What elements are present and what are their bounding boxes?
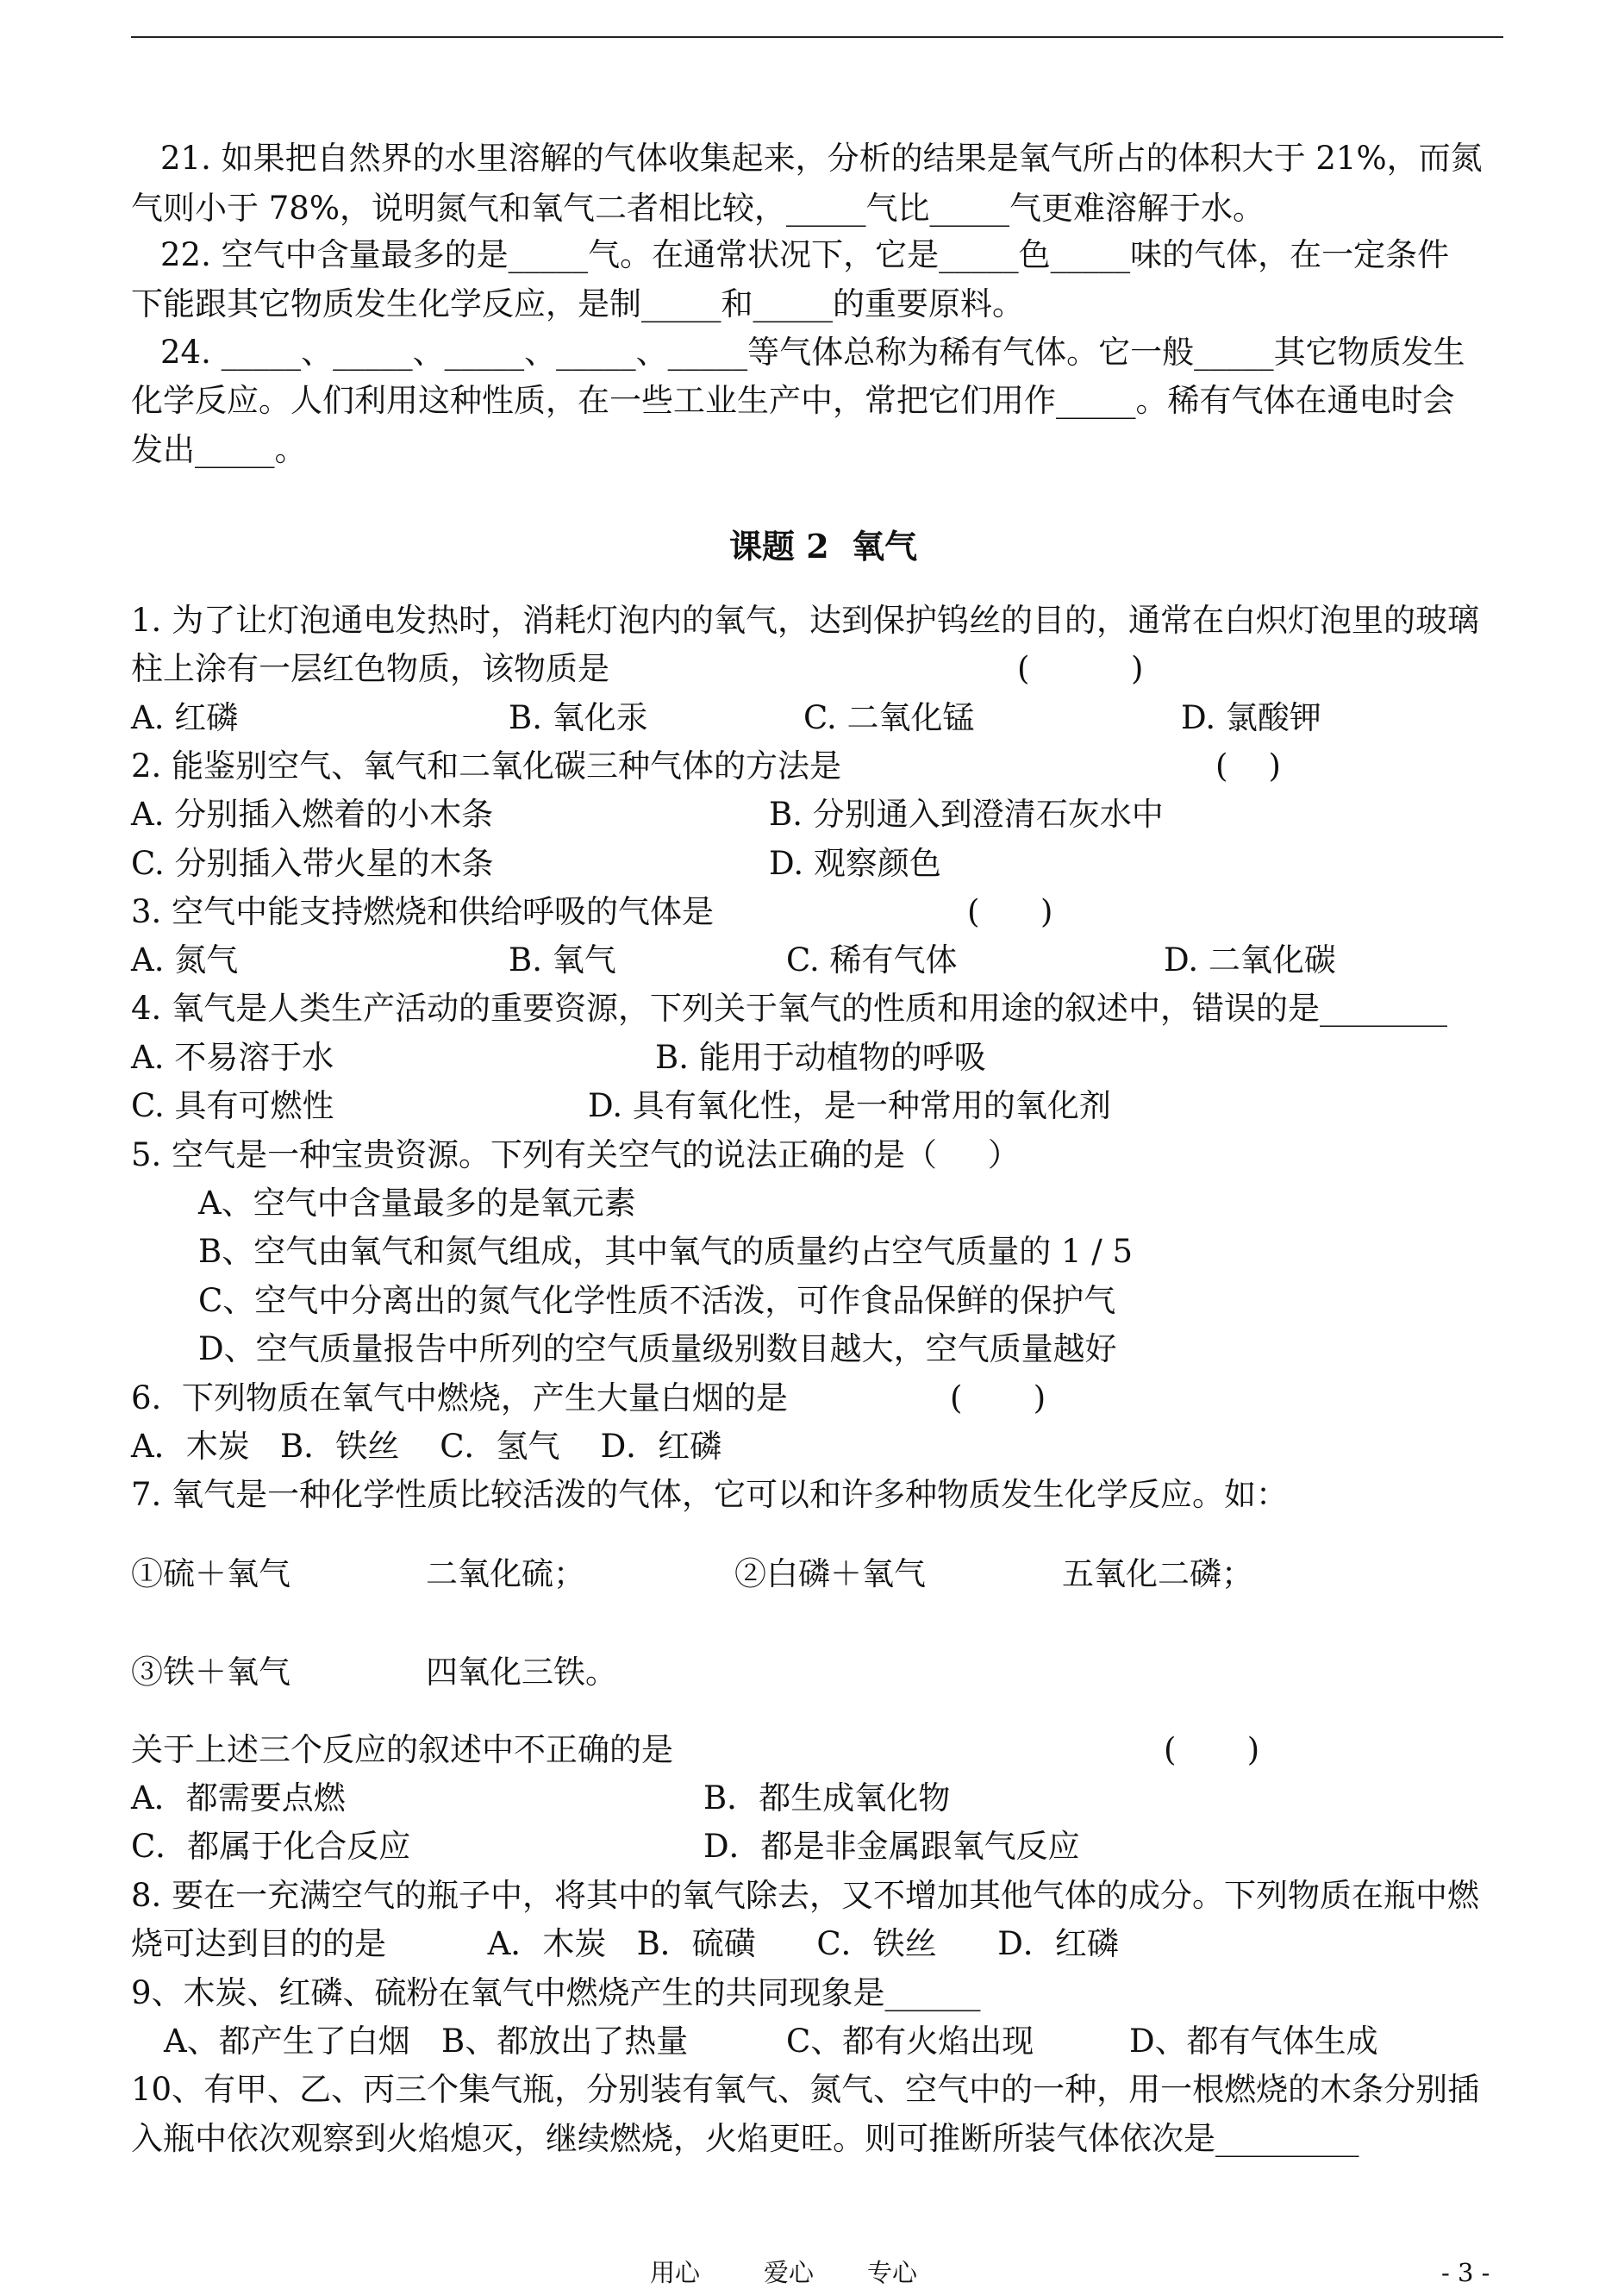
q4-stem: 4. 氧气是人类生产活动的重要资源，下列关于氧气的性质和用途的叙述中，错误的是________ [131,990,1448,1027]
q1-option-d: D. 氯酸钾 [1181,699,1321,736]
footer-motto-3: 专心 [867,2258,918,2287]
q1-stem-line-1: 1. 为了让灯泡通电发热时，消耗灯泡内的氧气，达到保护钨丝的目的，通常在白炽灯泡里的玻璃 [131,602,1480,639]
q7-reaction-3-reactants: ③铁＋氧气 [131,1654,290,1691]
q21-line-2: 气则小于 78%，说明氮气和氧气二者相比较，_____气比_____气更难溶解于水。 [131,190,1265,227]
q7-sub-stem: 关于上述三个反应的叙述中不正确的是 [131,1731,673,1768]
q4-option-c: C. 具有可燃性 [131,1087,334,1124]
q7-stem: 7. 氧气是一种化学性质比较活泼的气体，它可以和许多种物质发生化学反应。如： [131,1476,1289,1513]
q7-option-a: A．都需要点燃 [131,1779,346,1817]
q7-reaction-3-product: 四氧化三铁。 [426,1654,617,1691]
q2-option-b: B. 分别通入到澄清石灰水中 [769,796,1164,833]
q24-line-1: 24. _____、_____、_____、_____、_____等气体总称为稀有气体。它一般_____其它物质发生 [160,334,1465,371]
q3-stem: 3. 空气中能支持燃烧和供给呼吸的气体是 [131,893,715,930]
q10-stem-line-1: 10、有甲、乙、丙三个集气瓶，分别装有氧气、氮气、空气中的一种，用一根燃烧的木条分别插 [131,2071,1480,2108]
q6-options: A．木炭 B．铁丝 C．氢气 D．红磷 [131,1428,722,1465]
q2-option-d: D. 观察颜色 [769,845,941,882]
q21-line-1: 21. 如果把自然界的水里溶解的气体收集起来，分析的结果是氧气所占的体积大于 21%，而氮 [160,140,1483,177]
q8-stem-line-2: 烧可达到目的的是 A．木炭 B．硫磺 C．铁丝 D．红磷 [131,1925,1119,1962]
q24-line-2: 化学反应。人们利用这种性质，在一些工业生产中，常把它们用作_____。稀有气体在通电时会 [131,382,1455,419]
q3-option-c: C. 稀有气体 [786,941,958,979]
q7-option-c: C．都属于化合反应 [131,1828,411,1865]
q22-line-2: 下能跟其它物质发生化学反应，是制_____和_____的重要原料。 [131,285,1024,322]
q7-reaction-2-reactants: ②白磷＋氧气 [734,1555,926,1592]
q1-option-a: A. 红磷 [131,699,239,736]
q1-stem-line-2: 柱上涂有一层红色物质，该物质是 [131,650,609,687]
page-number: - 3 - [1441,2258,1490,2287]
q6-answer-bracket: ( ) [950,1379,1046,1416]
q7-option-b: B．都生成氧化物 [703,1779,951,1817]
q3-option-b: B. 氧气 [509,941,616,979]
q9-option-b: B、都放出了热量 [441,2023,689,2060]
q5-stem: 5. 空气是一种宝贵资源。下列有关空气的说法正确的是（ ） [131,1136,1020,1173]
q1-answer-bracket: ( ) [1017,650,1144,687]
q5-option-d: D、空气质量报告中所列的空气质量级别数目越大，空气质量越好 [198,1330,1117,1367]
section-title: 课题 2 氧气 [729,527,918,566]
q1-option-b: B. 氧化汞 [509,699,648,736]
q24-line-3: 发出_____。 [131,431,307,468]
q4-option-a: A. 不易溶于水 [131,1039,334,1076]
q7-answer-bracket: ( ) [1164,1731,1260,1768]
q2-option-c: C. 分别插入带火星的木条 [131,845,494,882]
q7-reaction-2-product: 五氧化二磷； [1062,1555,1253,1592]
footer-motto-2: 爱心 [764,2258,815,2287]
q2-stem: 2. 能鉴别空气、氧气和二氧化碳三种气体的方法是 [131,747,842,785]
q7-reaction-1-product: 二氧化硫； [426,1555,585,1592]
q9-option-d: D、都有气体生成 [1129,2023,1378,2060]
q2-answer-bracket: ( ) [1215,747,1281,785]
header-rule [131,36,1503,38]
q5-option-b: B、空气由氧气和氮气组成，其中氧气的质量约占空气质量的 1 / 5 [198,1233,1134,1270]
q5-option-c: C、空气中分离出的氮气化学性质不活泼，可作食品保鲜的保护气 [198,1282,1116,1319]
q3-option-a: A. 氮气 [131,941,239,979]
q2-option-a: A. 分别插入燃着的小木条 [131,796,494,833]
q4-option-b: B. 能用于动植物的呼吸 [655,1039,986,1076]
q3-option-d: D. 二氧化碳 [1164,941,1336,979]
q4-option-d: D. 具有氧化性，是一种常用的氧化剂 [588,1087,1111,1124]
q7-option-d: D．都是非金属跟氧气反应 [703,1828,1080,1865]
q9-option-c: C、都有火焰出现 [786,2023,1034,2060]
q9-stem: 9、木炭、红磷、硫粉在氧气中燃烧产生的共同现象是______ [131,1974,981,2011]
footer-motto-1: 用心 [650,2258,701,2287]
q5-option-a: A、空气中含量最多的是氧元素 [198,1185,636,1222]
q3-answer-bracket: ( ) [967,893,1053,930]
q9-option-a: A、都产生了白烟 [164,2023,410,2060]
q8-stem-line-1: 8. 要在一充满空气的瓶子中，将其中的氧气除去，又不增加其他气体的成分。下列物质在瓶中燃 [131,1877,1480,1914]
q6-stem: 6. 下列物质在氧气中燃烧，产生大量白烟的是 [131,1379,788,1416]
q7-reaction-1-reactants: ①硫＋氧气 [131,1555,290,1592]
q10-stem-line-2: 入瓶中依次观察到火焰熄灭，继续燃烧，火焰更旺。则可推断所装气体依次是_________ [131,2120,1359,2157]
q1-option-c: C. 二氧化锰 [803,699,975,736]
q22-line-1: 22. 空气中含量最多的是_____气。在通常状况下，它是_____色_____味的气体，在一定条件 [160,236,1450,273]
